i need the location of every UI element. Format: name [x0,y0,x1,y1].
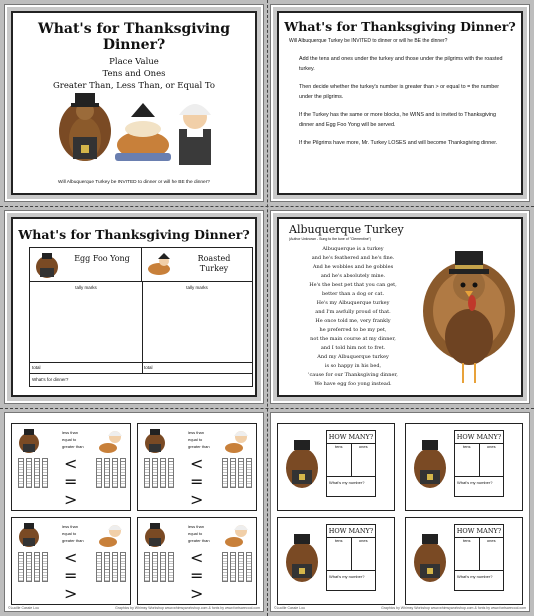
pilgrim-icon [224,522,250,548]
instruction-paragraph: Then decide whether the turkey's number is greater than > or equal to = the number under the pilgrims. [299,84,500,100]
footer-right: Graphics by Whimsy Workshop www.whimsyworkshop.com & fonts by www.fontsarecool.com [381,606,526,610]
roast-turkey-icon [115,103,171,161]
page-title: What's for Thanksgiving Dinner? [284,19,516,34]
question-text: Will Albuquerque Turkey be INVITED to dinner or will he BE the dinner? [289,38,448,44]
greater-than-label: greater than [62,444,84,449]
instruction-paragraph: If the Turkey has the same or more blocks, he WINS and is invited to Thanksgiving dinner and Egg Foo Yong will be served. [299,112,497,128]
pilgrim-icon [98,428,124,454]
howmany-card [405,517,523,605]
less-than-symbol: < [190,548,204,567]
page-poem [270,210,530,404]
tens-column [327,444,352,476]
ones-label: ones [486,538,496,543]
ones-column [352,538,376,570]
instruction-paragraph: Add the tens and ones under the turkey and those under the pilgrims with the roasted turkey. [299,56,503,72]
tens-ones-row [327,538,375,571]
page-howmany-cards [270,412,530,612]
dinner-label: What's for dinner? [32,377,69,382]
tally-inner [11,217,257,397]
pilgrim-icon [98,522,124,548]
poem-title: Albuquerque Turkey [289,223,404,236]
instruction-paragraph: If the Pilgrims have more, Mr. Turkey LOSES and will become Thanksgiving dinner. [299,140,498,146]
equal-to-label: equal to [62,437,77,442]
turkey-icon [412,532,448,584]
tens-ones-row [327,444,375,477]
equal-to-label: equal to [188,531,203,536]
poem-line: We have egg foo yong instead. [314,381,392,387]
less-than-symbol: < [64,548,78,567]
turkey-icon [18,522,40,548]
tens-blocks [222,552,252,582]
less-than-symbol: < [64,454,78,473]
tens-column [455,444,480,476]
tens-column [327,538,352,570]
tens-label: tens [462,538,471,543]
tens-blocks [18,458,48,488]
footer-right: Graphics by Whimsy Workshop www.whimsyworkshop.com & fonts by www.fontsarecool.com [115,606,260,610]
howmany-card [277,423,395,511]
ones-column [480,444,504,476]
page-instructions [270,4,530,202]
less-than-label: less than [62,430,79,435]
howmany-title: HOW MANY? [327,431,375,444]
page-title: What's for Thanksgiving Dinner? [37,21,231,53]
greater-than-label: greater than [188,538,210,543]
turkey-icon [144,522,166,548]
poem-line: He once told me, very frankly [315,318,391,324]
less-than-label: less than [188,430,205,435]
column-divider [142,282,143,374]
poem-body [283,245,423,389]
less-than-symbol: < [190,454,204,473]
tally-label: tally marks [75,285,97,290]
tens-blocks [96,458,126,488]
total-row [30,362,252,374]
roast-turkey-icon [146,253,172,277]
tens-ones-row [455,538,503,571]
tally-table [29,247,253,387]
greater-than-symbol: > [190,490,204,509]
ones-label: ones [358,538,368,543]
tally-label: tally marks [186,285,208,290]
number-label: What's my number? [457,574,493,579]
tens-blocks [18,552,48,582]
equal-symbol: = [64,566,78,585]
poem-line: He's my Albuquerque turkey [316,300,390,306]
poem-line: Albuquerque is a turkey [322,246,384,252]
howmany-title: HOW MANY? [455,431,503,444]
greater-than-label: greater than [188,444,210,449]
poem-line: better than a dog or cat. [321,291,385,297]
compare-card [11,423,131,511]
header-egg-foo-yong [30,248,142,282]
tens-label: tens [334,538,343,543]
page-cover [4,4,264,202]
less-than-label: less than [188,524,205,529]
page-compare-cards [4,412,264,612]
greater-than-symbol: > [64,490,78,509]
howmany-box [326,524,376,591]
turkey-icon [34,251,60,279]
ones-label: ones [358,444,368,449]
equal-symbol: = [64,472,78,491]
tens-label: tens [462,444,471,449]
subtitle-line: Tens and Ones [102,69,166,79]
poem-line: And he wobbles and he gobbles [312,264,394,270]
howmany-card [405,423,523,511]
howmany-card [277,517,395,605]
turkey-icon [284,532,320,584]
less-than-label: less than [62,524,79,529]
poem-line: and he's feathered and he's fine. [311,255,395,261]
equal-symbol: = [190,472,204,491]
tens-blocks [222,458,252,488]
instructions-inner [277,11,523,195]
poem-line: 'cause for our Thanksgiving dinner, [308,372,398,378]
ones-column [352,444,376,476]
tens-ones-row [455,444,503,477]
header-label: Roasted Turkey [197,254,231,273]
poem-line: And my Albuquerque turkey [317,354,389,360]
footer-left: ©Lucille Cassie Lou [8,606,39,610]
page-title: What's for Thanksgiving Dinner? [18,227,250,242]
page-footer [8,606,260,610]
total-label: total [32,365,41,370]
poem-line: and I told him not to fret. [320,345,386,351]
number-label: What's my number? [329,574,365,579]
equal-to-label: equal to [188,437,203,442]
turkey-icon [419,241,519,391]
equal-to-label: equal to [62,531,77,536]
compare-card [137,517,257,605]
cover-question: Will Albuquerque Turkey be INVITED to dinner or will he BE the dinner? [58,180,210,185]
turkey-icon [18,428,40,454]
poem-line: and he's absolutely mine. [320,273,386,279]
poem-subtitle: (Author Unknown - Sung to the tune of "Clementine") [289,237,372,241]
turkey-pilgrims-illustration [55,87,225,169]
poem-inner [277,217,523,397]
tens-column [455,538,480,570]
tens-blocks [144,552,174,582]
howmany-box [454,524,504,591]
cut-line [267,0,268,616]
howmany-box [326,430,376,497]
number-label: What's my number? [329,480,365,485]
ones-column [480,538,504,570]
poem-line: is so happy in his bed, [324,363,382,369]
poem-line: he preferred to be my pet, [319,327,387,333]
howmany-title: HOW MANY? [327,525,375,538]
header-roasted-turkey [142,248,252,282]
subtitle-line: Greater Than, Less Than, or Equal To [52,81,216,91]
howmany-box [454,430,504,497]
ones-label: ones [486,444,496,449]
equal-symbol: = [190,566,204,585]
header-label: Egg Foo Yong [74,254,130,263]
turkey-icon [144,428,166,454]
greater-than-symbol: > [190,584,204,603]
greater-than-label: greater than [62,538,84,543]
poem-line: not the main course at my dinner, [310,336,396,342]
number-label: What's my number? [457,480,493,485]
page-tally-chart [4,210,264,404]
tens-blocks [144,458,174,488]
tens-blocks [96,552,126,582]
compare-card [11,517,131,605]
turkey-icon [284,438,320,490]
compare-card [137,423,257,511]
subtitle-line: Place Value [109,57,159,67]
cover-inner [11,11,257,195]
greater-than-symbol: > [64,584,78,603]
footer-left: ©Lucille Cassie Lou [274,606,305,610]
tens-label: tens [334,444,343,449]
poem-line: He's the best pet that you can get, [309,282,397,288]
pilgrim-icon [179,104,211,165]
howmany-title: HOW MANY? [455,525,503,538]
turkey-icon [412,438,448,490]
turkey-icon [59,93,111,161]
page-footer [274,606,526,610]
total-label: total [144,365,153,370]
pilgrim-icon [224,428,250,454]
poem-line: and I'm awfully proud of that. [315,309,391,315]
